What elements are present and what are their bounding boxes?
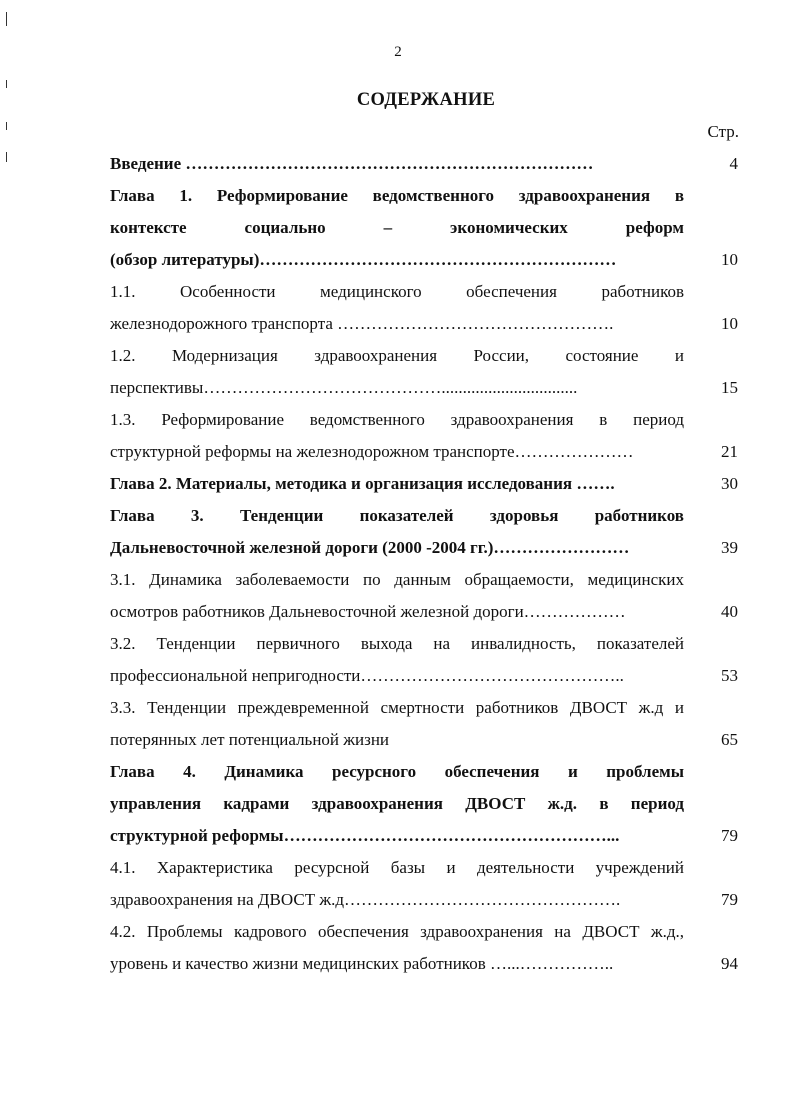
toc-entry <box>110 564 738 628</box>
toc-page-number: 53 <box>721 666 738 685</box>
toc-line: контексте социально – экономических реформ <box>110 218 684 237</box>
page-column-header: Стр. <box>707 122 739 141</box>
toc-entry-text <box>110 756 688 852</box>
toc-entry <box>110 756 738 852</box>
margin-mark <box>6 80 7 88</box>
toc-line: Дальневосточной железной дороги (2000 -2004 гг.)…………………… <box>110 538 630 557</box>
toc-line: осмотров работников Дальневосточной железной дороги……………… <box>110 602 626 621</box>
toc-line: здравоохранения на ДВОСТ ж.д…………………………………………. <box>110 890 621 909</box>
toc-entry-text <box>110 180 688 276</box>
table-of-contents <box>110 148 738 980</box>
toc-entry <box>110 180 738 276</box>
toc-page-number: 65 <box>721 730 738 749</box>
toc-line: управления кадрами здравоохранения ДВОСТ ж.д. в период <box>110 794 684 813</box>
toc-page-number: 15 <box>721 378 738 397</box>
toc-line: 1.3. Реформирование ведомственного здравоохранения в период <box>110 410 684 429</box>
toc-page-number: 21 <box>721 442 738 461</box>
toc-line: перспективы……………………………………................................ <box>110 378 578 397</box>
toc-entry-text <box>110 500 688 564</box>
toc-page-number: 94 <box>721 954 738 973</box>
toc-entry-text <box>110 628 688 692</box>
toc-line: Введение ……………………………………………………………… <box>110 154 594 173</box>
toc-page-number: 79 <box>721 890 738 909</box>
toc-line: 4.2. Проблемы кадрового обеспечения здравоохранения на ДВОСТ ж.д., <box>110 922 684 941</box>
toc-entry-text <box>110 468 688 500</box>
toc-line: 4.1. Характеристика ресурсной базы и деятельности учреждений <box>110 858 684 877</box>
toc-entry-text <box>110 852 688 916</box>
toc-entry-text <box>110 148 688 180</box>
page-number: 2 <box>394 44 402 60</box>
toc-line: 1.1. Особенности медицинского обеспечения работников <box>110 282 684 301</box>
toc-line: железнодорожного транспорта …………………………………………. <box>110 314 614 333</box>
toc-entry <box>110 916 738 980</box>
toc-page-number: 10 <box>721 314 738 333</box>
toc-line: потерянных лет потенциальной жизни <box>110 730 390 749</box>
toc-line: профессиональной непригодности……………………………………….. <box>110 666 624 685</box>
toc-line: 3.3. Тенденции преждевременной смертности работников ДВОСТ ж.д и <box>110 698 684 717</box>
toc-entry <box>110 148 738 180</box>
toc-page-number: 4 <box>729 154 738 173</box>
toc-page-number: 39 <box>721 538 738 557</box>
toc-entry <box>110 692 738 756</box>
toc-entry <box>110 628 738 692</box>
toc-line: Глава 1. Реформирование ведомственного здравоохранения в <box>110 186 684 205</box>
toc-entry <box>110 276 738 340</box>
margin-mark <box>6 122 7 130</box>
toc-page-number: 40 <box>721 602 738 621</box>
toc-entry-text <box>110 404 688 468</box>
margin-mark <box>6 152 7 162</box>
toc-page-number: 30 <box>721 474 738 493</box>
toc-line: (обзор литературы)……………………………………………………… <box>110 250 617 269</box>
toc-entry-text <box>110 692 688 756</box>
toc-page-number: 10 <box>721 250 738 269</box>
toc-entry-text <box>110 276 688 340</box>
toc-line: структурной реформы…………………………………………………... <box>110 826 620 845</box>
toc-entry-text <box>110 916 688 980</box>
toc-entry <box>110 404 738 468</box>
toc-line: 3.2. Тенденции первичного выхода на инвалидность, показателей <box>110 634 684 653</box>
toc-entry <box>110 340 738 404</box>
margin-mark <box>6 12 7 26</box>
toc-entry-text <box>110 340 688 404</box>
toc-line: 3.1. Динамика заболеваемости по данным обращаемости, медицинских <box>110 570 684 589</box>
toc-entry <box>110 468 738 500</box>
toc-line: Глава 4. Динамика ресурсного обеспечения и проблемы <box>110 762 684 781</box>
toc-entry <box>110 852 738 916</box>
toc-entry-text <box>110 564 688 628</box>
toc-line: Глава 3. Тенденции показателей здоровья работников <box>110 506 684 525</box>
toc-line: 1.2. Модернизация здравоохранения России, состояние и <box>110 346 684 365</box>
toc-entry <box>110 500 738 564</box>
page-title: СОДЕРЖАНИЕ <box>356 90 496 110</box>
toc-line: уровень и качество жизни медицинских работников …...…………….. <box>110 954 614 973</box>
toc-page-number: 79 <box>721 826 738 845</box>
toc-line: Глава 2. Материалы, методика и организация исследования ……. <box>110 474 615 493</box>
toc-line: структурной реформы на железнодорожном транспорте………………… <box>110 442 634 461</box>
